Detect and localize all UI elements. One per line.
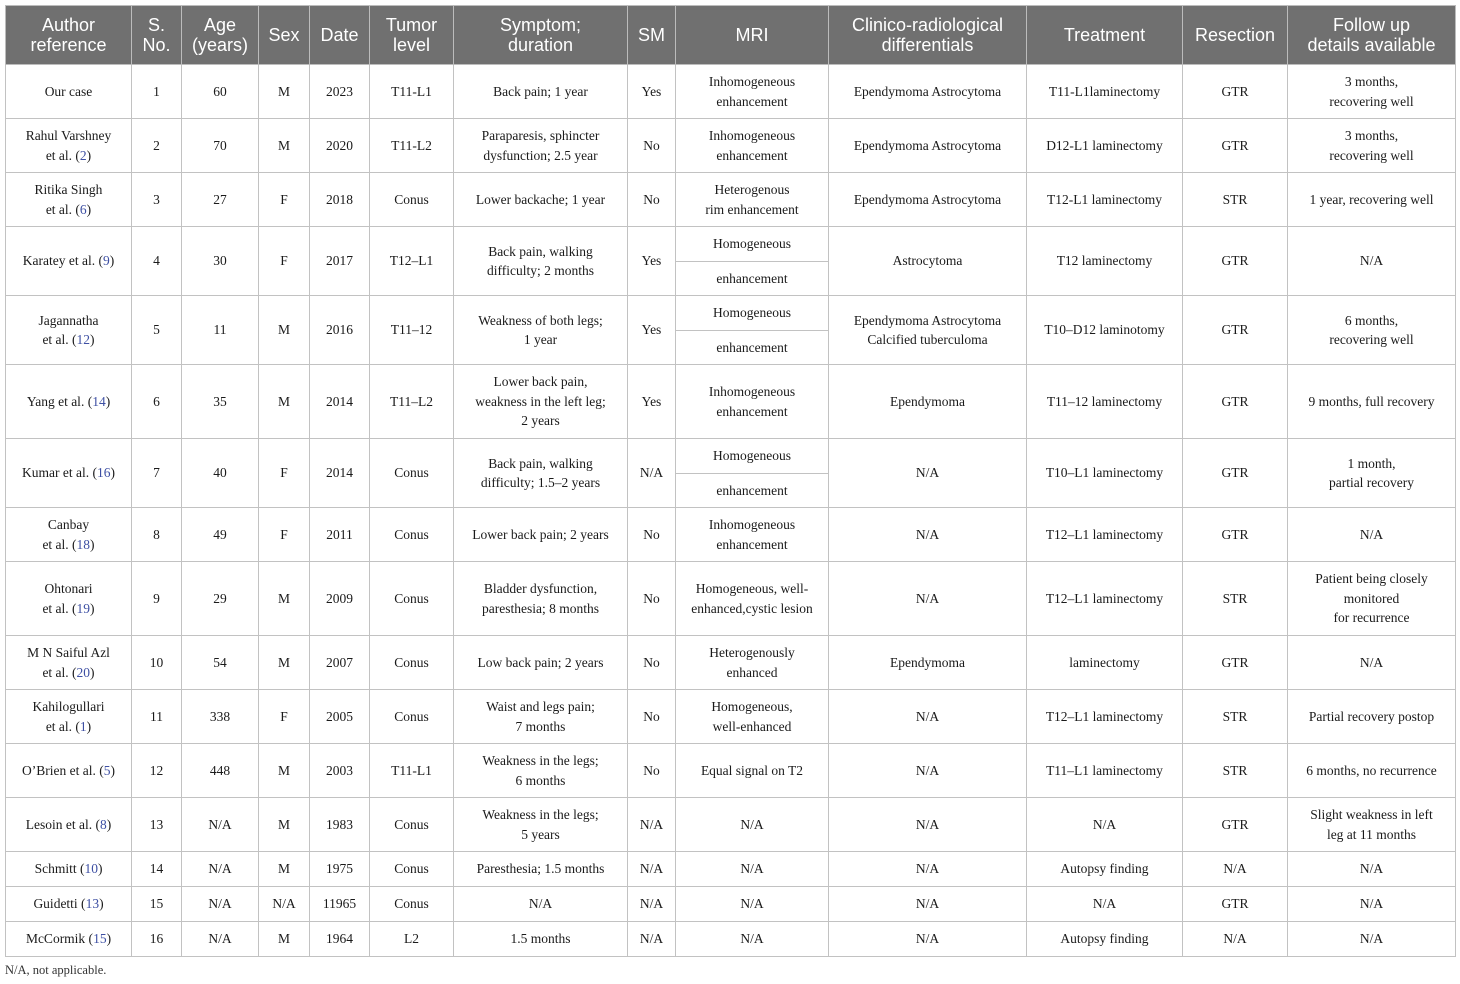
cell-serial-number: 10 <box>132 636 182 690</box>
cell-sex: M <box>259 65 310 119</box>
cell-mri: N/A <box>676 852 829 887</box>
table-footnote: N/A, not applicable. <box>5 963 107 977</box>
cell-differentials: Ependymoma <box>829 365 1027 439</box>
reference-link[interactable]: 18 <box>76 536 91 552</box>
cell-follow-up: 1 month, partial recovery <box>1288 439 1456 508</box>
cell-tumor-level: Conus <box>370 636 454 690</box>
cell-serial-number: 3 <box>132 173 182 227</box>
header-author-reference: Author reference <box>6 6 132 65</box>
cell-symptom: Paraparesis, sphincter dysfunction; 2.5 year <box>454 119 628 173</box>
cell-author-reference <box>6 365 132 439</box>
cell-tumor-level: T11-L1 <box>370 744 454 798</box>
cell-author-reference <box>6 562 132 636</box>
cell-differentials: N/A <box>829 798 1027 852</box>
author-suffix: ) <box>90 600 95 616</box>
cell-date: 2016 <box>310 296 370 365</box>
cell-mri: Heterogenous rim enhancement <box>676 173 829 227</box>
cell-symptom: Weakness in the legs; 6 months <box>454 744 628 798</box>
table-row <box>6 439 1456 474</box>
cell-treatment: Autopsy finding <box>1027 922 1183 957</box>
cell-follow-up: N/A <box>1288 922 1456 957</box>
table-row <box>6 744 1456 798</box>
table-body <box>6 65 1456 957</box>
reference-link[interactable]: 10 <box>84 861 98 877</box>
cell-date: 2020 <box>310 119 370 173</box>
author-text: Our case <box>44 83 93 99</box>
cell-differentials: N/A <box>829 562 1027 636</box>
cell-serial-number: 6 <box>132 365 182 439</box>
reference-link[interactable]: 20 <box>76 664 91 680</box>
cell-differentials: Ependymoma Astrocytoma <box>829 173 1027 227</box>
table-row <box>6 65 1456 119</box>
author-suffix: ) <box>86 718 92 734</box>
cell-treatment: T12-L1 laminectomy <box>1027 173 1183 227</box>
cell-sex: N/A <box>259 887 310 922</box>
cell-treatment: N/A <box>1027 887 1183 922</box>
reference-link[interactable]: 9 <box>102 253 110 269</box>
cell-date: 1975 <box>310 852 370 887</box>
cell-differentials: N/A <box>829 887 1027 922</box>
cell-differentials: Ependymoma <box>829 636 1027 690</box>
table-row <box>6 636 1456 690</box>
cell-serial-number: 9 <box>132 562 182 636</box>
cell-symptom: Weakness in the legs; 5 years <box>454 798 628 852</box>
cell-follow-up: 6 months, recovering well <box>1288 296 1456 365</box>
cell-sex: M <box>259 636 310 690</box>
cell-author-reference <box>6 173 132 227</box>
cell-differentials: N/A <box>829 922 1027 957</box>
cell-age: 338 <box>182 690 259 744</box>
cell-differentials: N/A <box>829 508 1027 562</box>
cell-treatment: T12–L1 laminectomy <box>1027 508 1183 562</box>
header-date: Date <box>310 6 370 65</box>
table-row <box>6 887 1456 922</box>
cell-sm: N/A <box>628 887 676 922</box>
cell-serial-number: 16 <box>132 922 182 957</box>
reference-link[interactable]: 5 <box>103 762 111 778</box>
cell-age: 448 <box>182 744 259 798</box>
cell-serial-number: 2 <box>132 119 182 173</box>
cell-mri: Homogeneous, well-enhanced <box>676 690 829 744</box>
cell-sm: N/A <box>628 798 676 852</box>
table-row <box>6 562 1456 636</box>
header-sm: SM <box>628 6 676 65</box>
cell-follow-up: 1 year, recovering well <box>1288 173 1456 227</box>
cell-differentials: N/A <box>829 690 1027 744</box>
cell-treatment: N/A <box>1027 798 1183 852</box>
cell-follow-up: 6 months, no recurrence <box>1288 744 1456 798</box>
cell-author-reference <box>6 922 132 957</box>
cell-treatment: D12-L1 laminectomy <box>1027 119 1183 173</box>
author-suffix: ) <box>110 465 115 481</box>
reference-link[interactable]: 6 <box>79 201 87 217</box>
author-suffix: ) <box>105 393 111 409</box>
cell-treatment: T12–L1 laminectomy <box>1027 690 1183 744</box>
cell-mri-continued: enhancement <box>676 474 829 508</box>
cell-serial-number: 7 <box>132 439 182 508</box>
cell-resection: GTR <box>1183 508 1288 562</box>
cell-sm: No <box>628 508 676 562</box>
cell-date: 2007 <box>310 636 370 690</box>
cell-resection: STR <box>1183 690 1288 744</box>
author-text: Ohtonari et al. ( <box>42 581 93 616</box>
cell-sex: F <box>259 690 310 744</box>
reference-link[interactable]: 13 <box>85 896 100 912</box>
cell-sex: F <box>259 227 310 296</box>
cell-mri: N/A <box>676 887 829 922</box>
cell-tumor-level: T11–L2 <box>370 365 454 439</box>
cell-sm: Yes <box>628 365 676 439</box>
cell-resection: GTR <box>1183 439 1288 508</box>
cell-sex: M <box>259 922 310 957</box>
cell-author-reference <box>6 852 132 887</box>
cell-mri: Homogeneous <box>676 296 829 331</box>
cell-date: 2014 <box>310 365 370 439</box>
author-suffix: ) <box>90 536 95 552</box>
cell-resection: GTR <box>1183 798 1288 852</box>
author-suffix: ) <box>109 253 115 269</box>
cell-symptom: N/A <box>454 887 628 922</box>
cell-tumor-level: T11-L1 <box>370 65 454 119</box>
cell-tumor-level: Conus <box>370 173 454 227</box>
header-symptom-duration: Symptom; duration <box>454 6 628 65</box>
header-serial-number: S. No. <box>132 6 182 65</box>
cell-age: N/A <box>182 852 259 887</box>
header-follow-up: Follow up details available <box>1288 6 1456 65</box>
table-row <box>6 852 1456 887</box>
cell-author-reference <box>6 636 132 690</box>
cell-sex: F <box>259 508 310 562</box>
cell-sm: Yes <box>628 227 676 296</box>
cell-treatment: T10–L1 laminectomy <box>1027 439 1183 508</box>
cell-mri: Inhomogeneous enhancement <box>676 365 829 439</box>
cell-mri: N/A <box>676 922 829 957</box>
cell-sex: M <box>259 562 310 636</box>
author-text: Yang et al. ( <box>26 393 93 409</box>
cell-symptom: Weakness of both legs; 1 year <box>454 296 628 365</box>
cell-date: 2011 <box>310 508 370 562</box>
cell-resection: N/A <box>1183 922 1288 957</box>
author-text: O’Brien et al. ( <box>22 762 104 778</box>
cell-symptom: Lower backache; 1 year <box>454 173 628 227</box>
reference-link[interactable]: 8 <box>99 816 107 832</box>
cell-serial-number: 4 <box>132 227 182 296</box>
table-row <box>6 173 1456 227</box>
author-text: Ritika Singh et al. ( <box>34 182 103 217</box>
author-suffix: ) <box>106 816 112 832</box>
cell-follow-up: Slight weakness in left leg at 11 months <box>1288 798 1456 852</box>
author-text: McCormik ( <box>25 931 94 947</box>
reference-link[interactable]: 12 <box>76 332 91 347</box>
author-suffix: ) <box>90 664 95 680</box>
reference-link[interactable]: 19 <box>76 600 91 616</box>
cell-follow-up: 9 months, full recovery <box>1288 365 1456 439</box>
cell-date: 2017 <box>310 227 370 296</box>
cell-author-reference <box>6 227 132 296</box>
cell-differentials: Ependymoma Astrocytoma Calcified tuberculoma <box>829 296 1027 365</box>
cell-date: 2009 <box>310 562 370 636</box>
header-age: Age (years) <box>182 6 259 65</box>
cell-symptom: 1.5 months <box>454 922 628 957</box>
cell-serial-number: 5 <box>132 296 182 365</box>
cell-tumor-level: L2 <box>370 922 454 957</box>
cell-differentials: Ependymoma Astrocytoma <box>829 119 1027 173</box>
cell-mri: Homogeneous, well- enhanced,cystic lesion <box>676 562 829 636</box>
cell-serial-number: 15 <box>132 887 182 922</box>
author-text: Kahilogullari et al. ( <box>32 699 105 734</box>
cell-author-reference <box>6 119 132 173</box>
cell-serial-number: 1 <box>132 65 182 119</box>
cell-sm: No <box>628 690 676 744</box>
cell-tumor-level: T11-L2 <box>370 119 454 173</box>
cell-treatment: laminectomy <box>1027 636 1183 690</box>
author-text: Rahul Varshney et al. ( <box>25 128 112 163</box>
reference-link[interactable]: 15 <box>93 931 107 947</box>
author-suffix: ) <box>97 861 103 877</box>
cell-follow-up: N/A <box>1288 852 1456 887</box>
cell-mri: N/A <box>676 798 829 852</box>
cell-mri-continued: enhancement <box>676 262 829 296</box>
table-row <box>6 119 1456 173</box>
table-row <box>6 508 1456 562</box>
cell-resection: STR <box>1183 744 1288 798</box>
cell-tumor-level: Conus <box>370 439 454 508</box>
table-row <box>6 798 1456 852</box>
cell-sm: No <box>628 119 676 173</box>
cell-resection: GTR <box>1183 119 1288 173</box>
cell-serial-number: 8 <box>132 508 182 562</box>
cell-date: 1964 <box>310 922 370 957</box>
cell-mri: Heterogenously enhanced <box>676 636 829 690</box>
cell-date: 2014 <box>310 439 370 508</box>
cell-age: 49 <box>182 508 259 562</box>
table-row <box>6 922 1456 957</box>
cell-follow-up: 3 months, recovering well <box>1288 119 1456 173</box>
cell-date: 2023 <box>310 65 370 119</box>
cell-date: 2018 <box>310 173 370 227</box>
cell-treatment: T11-L1laminectomy <box>1027 65 1183 119</box>
author-suffix: ) <box>106 931 112 947</box>
author-suffix: ) <box>110 762 115 778</box>
reference-link[interactable]: 14 <box>92 393 106 409</box>
author-text: M N Saiful Azl et al. ( <box>27 645 110 680</box>
header-tumor-level: Tumor level <box>370 6 454 65</box>
cell-sm: No <box>628 744 676 798</box>
cell-age: 60 <box>182 65 259 119</box>
cell-differentials: Ependymoma Astrocytoma <box>829 65 1027 119</box>
cell-age: N/A <box>182 798 259 852</box>
cell-sm: N/A <box>628 922 676 957</box>
cell-age: 27 <box>182 173 259 227</box>
cell-differentials: N/A <box>829 852 1027 887</box>
author-text: Karatey et al. ( <box>22 253 103 269</box>
author-text: Schmitt ( <box>34 861 85 877</box>
cell-mri: Homogeneous <box>676 439 829 474</box>
cell-sex: F <box>259 439 310 508</box>
table-header-row <box>6 6 1456 65</box>
cell-symptom: Paresthesia; 1.5 months <box>454 852 628 887</box>
reference-link[interactable]: 1 <box>79 718 87 734</box>
cell-serial-number: 12 <box>132 744 182 798</box>
cell-author-reference <box>6 296 132 365</box>
cell-sm: No <box>628 173 676 227</box>
cell-symptom: Lower back pain; 2 years <box>454 508 628 562</box>
table-row <box>6 365 1456 439</box>
cell-follow-up: Patient being closely monitored for recurrence <box>1288 562 1456 636</box>
cell-author-reference <box>6 65 132 119</box>
cell-symptom: Bladder dysfunction, paresthesia; 8 months <box>454 562 628 636</box>
cell-age: N/A <box>182 922 259 957</box>
table-row <box>6 690 1456 744</box>
cell-age: 35 <box>182 365 259 439</box>
reference-link[interactable]: 16 <box>96 465 111 481</box>
cell-follow-up: Partial recovery postop <box>1288 690 1456 744</box>
cell-follow-up: N/A <box>1288 887 1456 922</box>
cell-author-reference <box>6 798 132 852</box>
cell-sm: N/A <box>628 852 676 887</box>
cell-tumor-level: Conus <box>370 887 454 922</box>
cell-date: 2003 <box>310 744 370 798</box>
cell-tumor-level: Conus <box>370 690 454 744</box>
cell-symptom: Back pain, walking difficulty; 1.5–2 years <box>454 439 628 508</box>
author-suffix: ) <box>86 147 92 163</box>
cell-sex: M <box>259 798 310 852</box>
author-text: Jagannatha et al. ( <box>38 312 99 347</box>
cell-mri: Inhomogeneous enhancement <box>676 65 829 119</box>
cell-tumor-level: Conus <box>370 852 454 887</box>
author-text: Kumar et al. ( <box>22 465 97 481</box>
cell-sm: No <box>628 562 676 636</box>
cell-resection: GTR <box>1183 636 1288 690</box>
cell-age: 40 <box>182 439 259 508</box>
cell-author-reference <box>6 690 132 744</box>
cell-resection: N/A <box>1183 852 1288 887</box>
cell-age: 70 <box>182 119 259 173</box>
cell-sex: M <box>259 296 310 365</box>
cell-follow-up: N/A <box>1288 227 1456 296</box>
cell-treatment: T11–L1 laminectomy <box>1027 744 1183 798</box>
cell-author-reference <box>6 439 132 508</box>
author-text: Lesoin et al. ( <box>25 816 100 832</box>
cell-mri-continued: enhancement <box>676 331 829 365</box>
header-resection: Resection <box>1183 6 1288 65</box>
cell-resection: GTR <box>1183 296 1288 365</box>
table-row <box>6 227 1456 262</box>
cell-mri: Equal signal on T2 <box>676 744 829 798</box>
cell-treatment: T12 laminectomy <box>1027 227 1183 296</box>
author-suffix: ) <box>99 896 104 912</box>
cell-resection: STR <box>1183 562 1288 636</box>
cell-sm: N/A <box>628 439 676 508</box>
cell-resection: GTR <box>1183 65 1288 119</box>
cell-author-reference <box>6 887 132 922</box>
cell-mri: Inhomogeneous enhancement <box>676 508 829 562</box>
cell-sex: M <box>259 365 310 439</box>
cell-differentials: Astrocytoma <box>829 227 1027 296</box>
cell-date: 1983 <box>310 798 370 852</box>
cell-serial-number: 13 <box>132 798 182 852</box>
cell-sex: M <box>259 852 310 887</box>
cell-sm: Yes <box>628 65 676 119</box>
cell-age: 54 <box>182 636 259 690</box>
cell-sex: M <box>259 744 310 798</box>
author-suffix: ) <box>90 332 95 347</box>
author-suffix: ) <box>86 201 92 217</box>
cell-symptom: Low back pain; 2 years <box>454 636 628 690</box>
cell-sex: F <box>259 173 310 227</box>
cell-resection: GTR <box>1183 887 1288 922</box>
author-text: Canbay et al. ( <box>42 517 90 552</box>
cell-serial-number: 14 <box>132 852 182 887</box>
cell-age: N/A <box>182 887 259 922</box>
header-sex: Sex <box>259 6 310 65</box>
cell-treatment: T10–D12 laminotomy <box>1027 296 1183 365</box>
cell-author-reference <box>6 744 132 798</box>
cell-date: 11965 <box>310 887 370 922</box>
cell-resection: STR <box>1183 173 1288 227</box>
cell-resection: GTR <box>1183 365 1288 439</box>
cell-treatment: T12–L1 laminectomy <box>1027 562 1183 636</box>
reference-link[interactable]: 2 <box>79 147 87 163</box>
cell-tumor-level: Conus <box>370 798 454 852</box>
cell-sm: Yes <box>628 296 676 365</box>
cell-sex: M <box>259 119 310 173</box>
cell-serial-number: 11 <box>132 690 182 744</box>
cell-resection: GTR <box>1183 227 1288 296</box>
cell-symptom: Back pain, walking difficulty; 2 months <box>454 227 628 296</box>
header-treatment: Treatment <box>1027 6 1183 65</box>
header-mri: MRI <box>676 6 829 65</box>
cell-symptom: Back pain; 1 year <box>454 65 628 119</box>
author-text: Guidetti ( <box>33 896 86 912</box>
cell-mri: Homogeneous <box>676 227 829 262</box>
cell-follow-up: 3 months, recovering well <box>1288 65 1456 119</box>
cell-tumor-level: Conus <box>370 508 454 562</box>
cell-age: 11 <box>182 296 259 365</box>
table-row <box>6 296 1456 331</box>
cell-follow-up: N/A <box>1288 508 1456 562</box>
cell-symptom: Waist and legs pain; 7 months <box>454 690 628 744</box>
cell-differentials: N/A <box>829 744 1027 798</box>
cell-date: 2005 <box>310 690 370 744</box>
header-differentials: Clinico-radiological differentials <box>829 6 1027 65</box>
cell-author-reference <box>6 508 132 562</box>
cell-treatment: Autopsy finding <box>1027 852 1183 887</box>
cell-symptom: Lower back pain, weakness in the left leg; 2 years <box>454 365 628 439</box>
cell-sm: No <box>628 636 676 690</box>
case-comparison-table <box>5 5 1456 957</box>
cell-tumor-level: T11–12 <box>370 296 454 365</box>
cell-differentials: N/A <box>829 439 1027 508</box>
cell-age: 29 <box>182 562 259 636</box>
cell-mri: Inhomogeneous enhancement <box>676 119 829 173</box>
cell-age: 30 <box>182 227 259 296</box>
cell-tumor-level: T12–L1 <box>370 227 454 296</box>
cell-treatment: T11–12 laminectomy <box>1027 365 1183 439</box>
cell-follow-up: N/A <box>1288 636 1456 690</box>
cell-tumor-level: Conus <box>370 562 454 636</box>
